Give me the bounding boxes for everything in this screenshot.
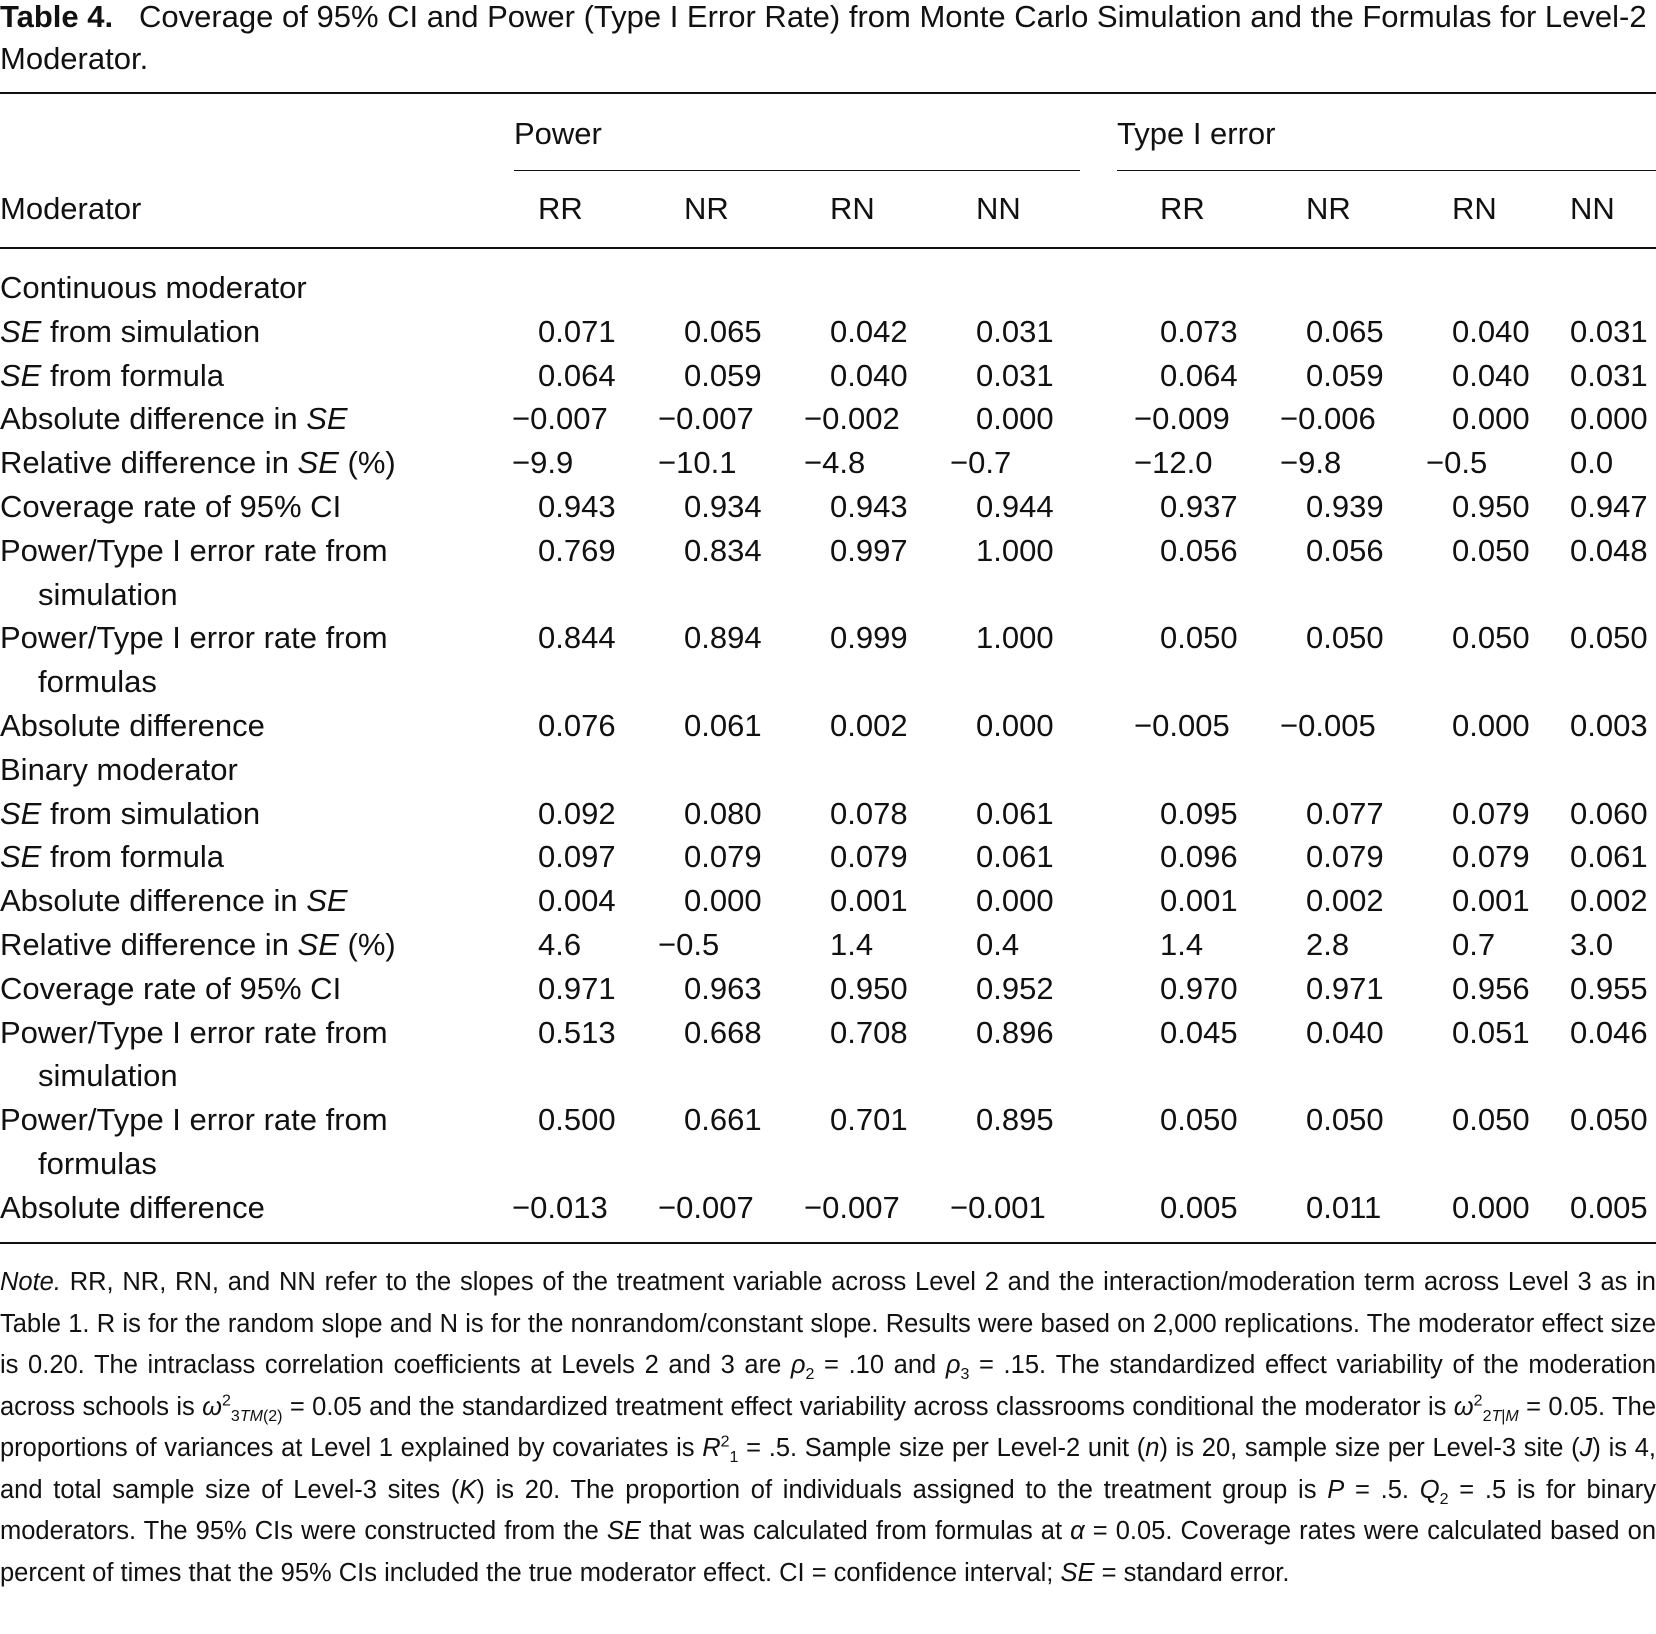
bottom-rule	[0, 1242, 1656, 1244]
table-cell: 0.050	[1306, 620, 1384, 656]
table-cell: 0.0	[1570, 445, 1614, 481]
table-cell: −0.005	[1280, 708, 1376, 743]
table-cell: 0.080	[684, 795, 762, 831]
row-label: Absolute difference in SE	[0, 883, 348, 919]
row-label: SE from simulation	[0, 313, 261, 349]
table-cell: 0.050	[1570, 620, 1648, 656]
table-cell: 0.001	[830, 883, 908, 919]
row-label: SE from formula	[0, 357, 224, 393]
table-cell: 0.060	[1570, 795, 1648, 831]
table-cell: 0.079	[1452, 839, 1530, 875]
row-label: Power/Type I error rate from	[0, 532, 388, 568]
row-label: Relative difference in SE (%)	[0, 445, 396, 481]
table-cell: 0.040	[830, 357, 908, 393]
table-cell: 0.000	[1452, 708, 1530, 743]
table-cell: 0.000	[1570, 401, 1648, 437]
table-cell: −0.007	[658, 1189, 754, 1225]
row-label-continued: formulas	[38, 1146, 157, 1181]
note-label: Note.	[0, 1268, 61, 1296]
column-header: NR	[1306, 191, 1351, 226]
table-cell: 0.002	[1570, 883, 1648, 919]
table-cell: 0.000	[684, 883, 762, 919]
table-cell: 0.002	[830, 708, 908, 743]
table-cell: 0.005	[1160, 1189, 1238, 1225]
table-cell: 0.096	[1160, 839, 1238, 875]
table-cell: 0.050	[1452, 532, 1530, 568]
table-cell: 0.000	[976, 401, 1054, 437]
table-cell: 0.050	[1306, 1102, 1384, 1138]
table-cell: 0.076	[538, 708, 616, 743]
table-cell: −0.007	[658, 401, 754, 437]
table-cell: 0.950	[830, 970, 908, 1006]
column-header: NN	[1570, 191, 1615, 226]
table-cell: 0.040	[1306, 1014, 1384, 1050]
table-cell: 0.000	[1452, 401, 1530, 437]
table-cell: 0.4	[976, 927, 1020, 962]
table-cell: 0.934	[684, 489, 762, 524]
table-cell: 0.073	[1160, 313, 1238, 349]
table-cell: 0.061	[1570, 839, 1648, 875]
table-cell: 0.079	[684, 839, 762, 875]
table-cell: 0.031	[1570, 357, 1648, 393]
table-cell: 0.011	[1306, 1189, 1382, 1225]
table-cell: 0.077	[1306, 795, 1384, 831]
row-label-continued: formulas	[38, 664, 157, 700]
table-cell: −9.9	[512, 445, 574, 481]
table-cell: 0.065	[684, 313, 762, 349]
table-cell: −0.013	[512, 1189, 608, 1225]
table-cell: 0.040	[1452, 313, 1530, 349]
table-cell: 0.939	[1306, 489, 1384, 524]
table-cell: −0.001	[950, 1189, 1046, 1225]
table-cell: −12.0	[1134, 445, 1213, 481]
row-label-continued: simulation	[38, 576, 178, 612]
table-cell: 0.769	[538, 532, 616, 568]
table-cell: 0.002	[1306, 883, 1384, 919]
table-cell: 0.031	[1570, 313, 1648, 349]
row-label: Absolute difference	[0, 1189, 265, 1225]
table-cell: 0.050	[1452, 620, 1530, 656]
table-cell: 0.004	[538, 883, 616, 919]
row-label: Absolute difference	[0, 708, 265, 743]
table-cell: 0.003	[1570, 708, 1648, 743]
section-title: Binary moderator	[0, 751, 238, 787]
type1-group-rule	[1117, 170, 1656, 171]
table-cell: 0.046	[1570, 1014, 1648, 1050]
table-cell: 0.895	[976, 1102, 1054, 1138]
table-cell: 0.092	[538, 795, 616, 831]
table-cell: 0.050	[1160, 620, 1238, 656]
table-cell: 0.963	[684, 970, 762, 1006]
table-cell: 0.000	[976, 883, 1054, 919]
row-label: Relative difference in SE (%)	[0, 927, 396, 962]
table-cell: 0.001	[1452, 883, 1530, 919]
column-header: NR	[684, 191, 729, 226]
column-header: RN	[830, 191, 875, 226]
table-cell: 0.078	[830, 795, 908, 831]
table-cell: 0.896	[976, 1014, 1054, 1050]
table-cell: −0.006	[1280, 401, 1376, 437]
column-group-header: Power	[514, 116, 602, 151]
table-cell: 0.943	[538, 489, 616, 524]
table-cell: 0.097	[538, 839, 616, 875]
row-label: Absolute difference in SE	[0, 401, 348, 437]
table-note	[0, 1262, 1656, 1594]
table-cell: 0.079	[830, 839, 908, 875]
row-label: Power/Type I error rate from	[0, 1014, 388, 1050]
table-cell: 0.844	[538, 620, 616, 656]
table-cell: 0.064	[538, 357, 616, 393]
table-cell: 0.048	[1570, 532, 1648, 568]
table-cell: 0.059	[1306, 357, 1384, 393]
stub-header: Moderator	[0, 191, 142, 226]
column-header: NN	[976, 191, 1021, 226]
note-text: RR, NR, RN, and NN refer to the slopes of the treatment variable across Level 2 and the interaction/moderation term across Level 3 as in Table 1. R is for the random slope and N is for the nonrandom/constant slope. Results were based on 2,000 replications. The moderator effect size is 0.20. The intraclass correlation coefficients at Levels 2 and 3 are $\rho_2 = .10$ and $\rho_3 = .15$. The standardized effect variability of the moderation across schools is $\omega^2_{3TM(2)} = 0.05$ and the standardized treatment effect variability across classrooms conditional the moderator is $\omega^2_{2T|M} = 0.05$. The proportions of variances at Level 1 explained by covariates is $R^2_1 = .5$. Sample size per Level-2 unit (n) is 20, sample size per Level-3 site (J) is 4, and total sample size of Level-3 sites (K) is 20. The proportion of individuals assigned to the treatment group is P = .5. $Q_2 = .5$ is for binary moderators. The 95% CIs were constructed from the SE that was calculated from formulas at α = 0.05. Coverage rates were calculated based on percent of times that the 95% CIs included the true moderator effect. CI = confidence interval; SE = standard error.	[0, 1268, 1656, 1587]
table-cell: 0.079	[1306, 839, 1384, 875]
row-label: SE from simulation	[0, 795, 261, 831]
table-cell: 0.065	[1306, 313, 1384, 349]
table-cell: 3.0	[1570, 927, 1614, 962]
table-cell: −0.7	[950, 445, 1012, 481]
column-group-header: Type I error	[1117, 116, 1276, 151]
table-cell: 1.000	[976, 620, 1054, 656]
table-cell: 0.894	[684, 620, 762, 656]
table-cell: 0.956	[1452, 970, 1530, 1006]
row-label: Coverage rate of 95% CI	[0, 489, 342, 524]
table-cell: −0.005	[1134, 708, 1230, 743]
table-cell: 0.061	[976, 795, 1054, 831]
table-cell: 0.950	[1452, 489, 1530, 524]
table-cell: 0.661	[684, 1102, 762, 1138]
table-cell: −0.002	[804, 401, 900, 437]
table-cell: 0.000	[976, 708, 1054, 743]
top-rule	[0, 92, 1656, 94]
table-cell: 2.8	[1306, 927, 1350, 962]
table-cell: 0.071	[538, 313, 616, 349]
table-caption	[0, 0, 1656, 80]
table-cell: −0.5	[658, 927, 720, 962]
table-cell: 0.701	[830, 1102, 908, 1138]
table-cell: 0.056	[1306, 532, 1384, 568]
table-cell: 1.4	[830, 927, 874, 962]
column-header: RN	[1452, 191, 1497, 226]
table-cell: −0.009	[1134, 401, 1230, 437]
table-cell: 0.051	[1452, 1014, 1530, 1050]
table-cell: 0.944	[976, 489, 1054, 524]
table-cell: 0.955	[1570, 970, 1648, 1006]
table-cell: 0.971	[1306, 970, 1384, 1006]
table-cell: −4.8	[804, 445, 866, 481]
table-cell: 0.937	[1160, 489, 1238, 524]
power-group-rule	[514, 170, 1080, 171]
table-cell: 0.001	[1160, 883, 1238, 919]
table-cell: 0.000	[1452, 1189, 1530, 1225]
table-cell: 0.997	[830, 532, 908, 568]
table-cell: −0.5	[1426, 445, 1488, 481]
column-header: RR	[1160, 191, 1205, 226]
table-cell: 0.7	[1452, 927, 1496, 962]
table-cell: 0.079	[1452, 795, 1530, 831]
table-cell: 0.040	[1452, 357, 1530, 393]
table-cell: −9.8	[1280, 445, 1342, 481]
table-cell: 0.943	[830, 489, 908, 524]
table-cell: 0.031	[976, 357, 1054, 393]
header-rule	[0, 247, 1656, 249]
table-cell: 0.708	[830, 1014, 908, 1050]
table-cell: 0.045	[1160, 1014, 1238, 1050]
table-cell: 0.970	[1160, 970, 1238, 1006]
table-cell: 0.059	[684, 357, 762, 393]
table-cell: 0.042	[830, 313, 908, 349]
row-label: Coverage rate of 95% CI	[0, 970, 342, 1006]
table-cell: −0.007	[804, 1189, 900, 1225]
table-cell: 0.952	[976, 970, 1054, 1006]
table-cell: 1.000	[976, 532, 1054, 568]
table-cell: 0.064	[1160, 357, 1238, 393]
table-cell: 0.061	[976, 839, 1054, 875]
table-cell: 0.668	[684, 1014, 762, 1050]
column-header: RR	[538, 191, 583, 226]
table-cell: 0.947	[1570, 489, 1648, 524]
table-cell: 1.4	[1160, 927, 1204, 962]
table-cell: 0.500	[538, 1102, 616, 1138]
table-cell: 0.999	[830, 620, 908, 656]
table-cell: 0.834	[684, 532, 762, 568]
table-cell: 0.005	[1570, 1189, 1648, 1225]
table-cell: 0.061	[684, 708, 762, 743]
row-label: Power/Type I error rate from	[0, 1102, 388, 1138]
table-cell: 4.6	[538, 927, 582, 962]
row-label: Power/Type I error rate from	[0, 620, 388, 656]
table-title: Coverage of 95% CI and Power (Type I Error Rate) from Monte Carlo Simulation and the Formulas for Level-2 Moderator.	[0, 0, 1647, 76]
table-label: Table 4.	[0, 0, 114, 34]
table-cell: −0.007	[512, 401, 608, 437]
table-cell: 0.050	[1160, 1102, 1238, 1138]
table-cell: −10.1	[658, 445, 737, 481]
table-cell: 0.056	[1160, 532, 1238, 568]
table-cell: 0.971	[538, 970, 616, 1006]
table-cell: 0.031	[976, 313, 1054, 349]
row-label-continued: simulation	[38, 1058, 178, 1094]
table-cell: 0.513	[538, 1014, 616, 1050]
table-cell: 0.095	[1160, 795, 1238, 831]
table-cell: 0.050	[1452, 1102, 1530, 1138]
section-title: Continuous moderator	[0, 270, 307, 305]
row-label: SE from formula	[0, 839, 224, 875]
table-cell: 0.050	[1570, 1102, 1648, 1138]
